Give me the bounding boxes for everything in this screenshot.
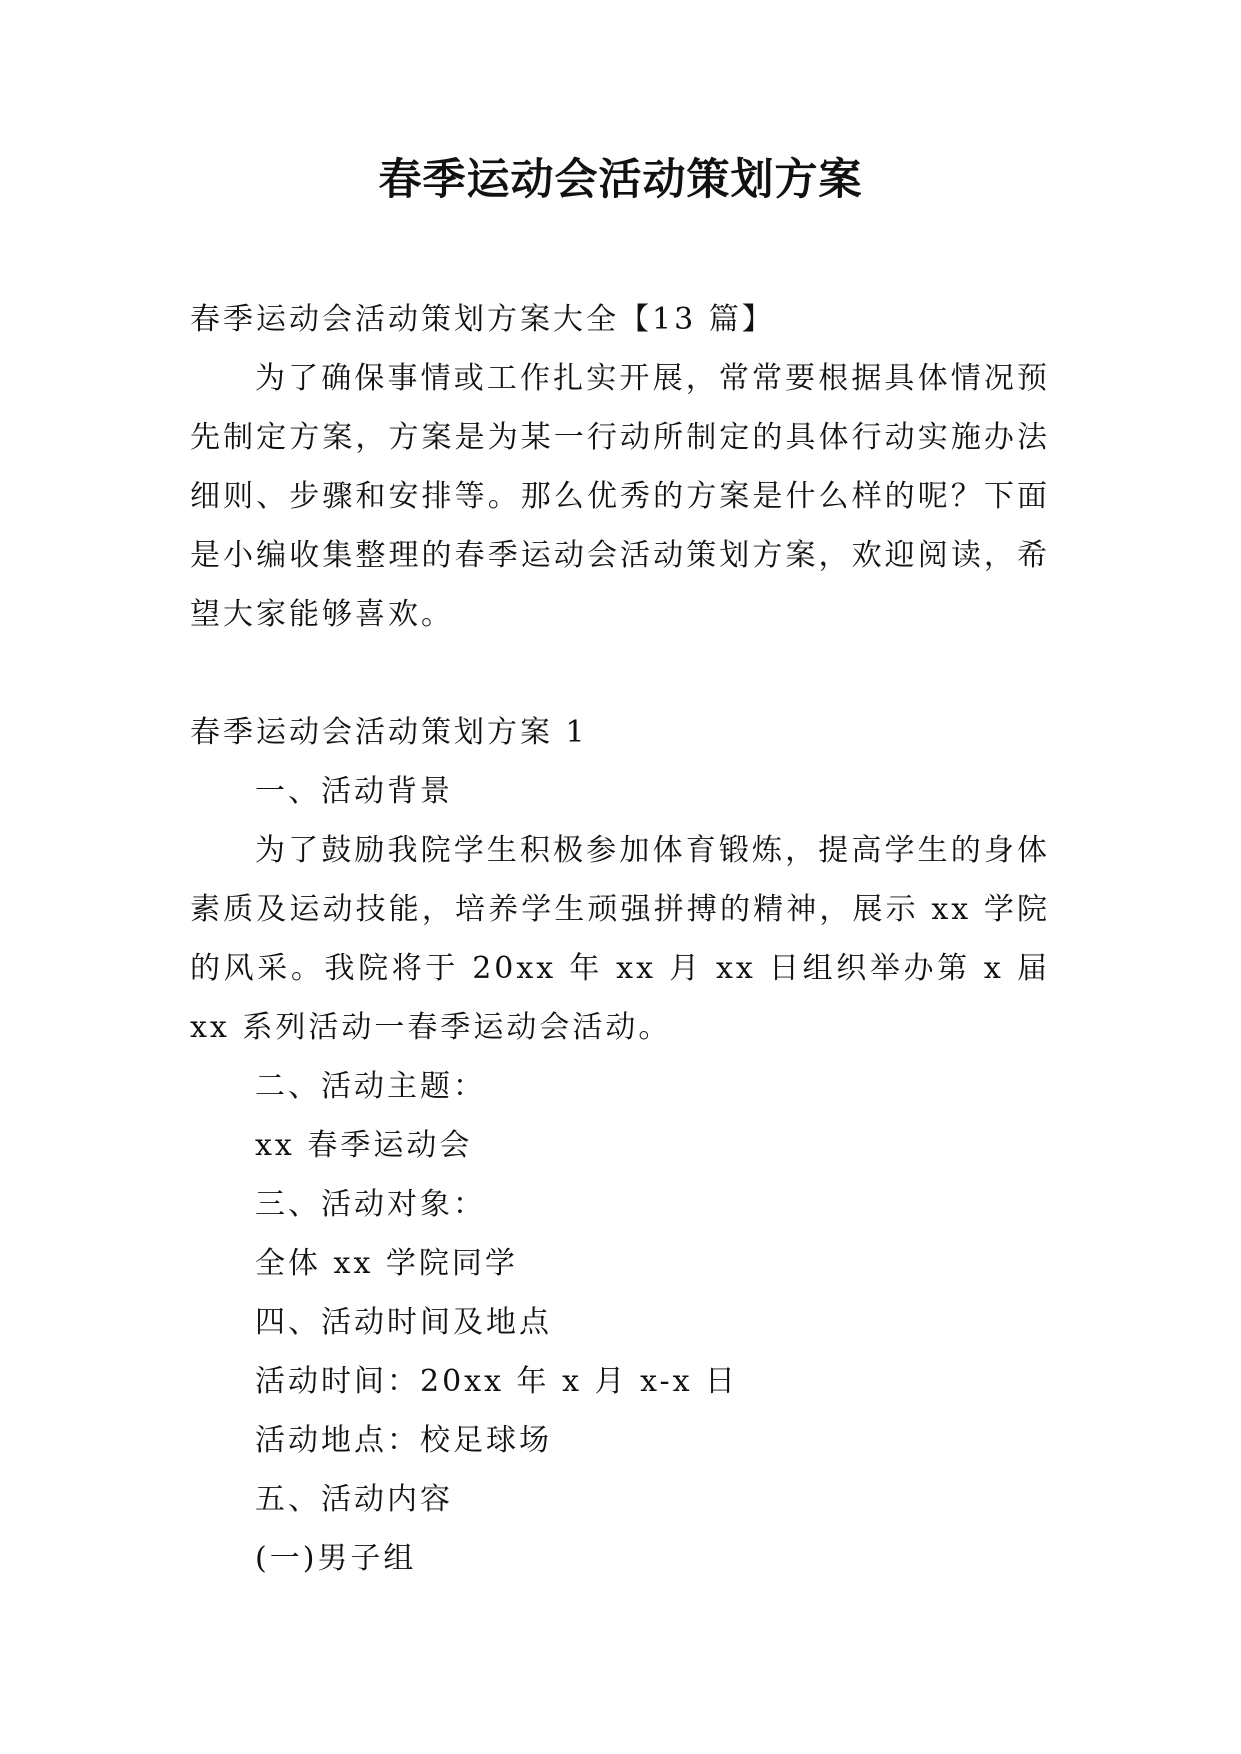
theme-heading: 二、活动主题：	[255, 1069, 486, 1104]
document-title: 春季运动会活动策划方案	[378, 155, 863, 205]
target-heading: 三、活动对象：	[255, 1187, 486, 1222]
document-body	[190, 290, 1050, 1588]
background-paragraph: 为了鼓励我院学生积极参加体育锻炼，提高学生的身体素质及运动技能，培养学生顽强拼搏的精神，展示 xx 学院的风采。我院将于 20xx 年 xx 月 xx 日组织举办第 x 届 xx 系列活动一春季运动会活动。	[190, 833, 1050, 1045]
time-place-heading: 四、活动时间及地点	[255, 1305, 552, 1340]
content-heading: 五、活动内容	[255, 1482, 453, 1517]
theme-text: xx 春季运动会	[255, 1128, 473, 1163]
activity-time: 活动时间：20xx 年 x 月 x-x 日	[255, 1364, 739, 1399]
target-text: 全体 xx 学院同学	[255, 1246, 518, 1281]
activity-place: 活动地点：校足球场	[255, 1423, 552, 1458]
document-subtitle: 春季运动会活动策划方案大全【13 篇】	[190, 302, 775, 337]
intro-paragraph: 为了确保事情或工作扎实开展，常常要根据具体情况预先制定方案，方案是为某一行动所制定的具体行动实施办法细则、步骤和安排等。那么优秀的方案是什么样的呢？下面是小编收集整理的春季运动会活动策划方案，欢迎阅读，希望大家能够喜欢。	[190, 361, 1050, 632]
men-group-heading: (一)男子组	[255, 1541, 417, 1576]
section-heading: 春季运动会活动策划方案 1	[190, 715, 588, 750]
background-heading: 一、活动背景	[255, 774, 453, 809]
